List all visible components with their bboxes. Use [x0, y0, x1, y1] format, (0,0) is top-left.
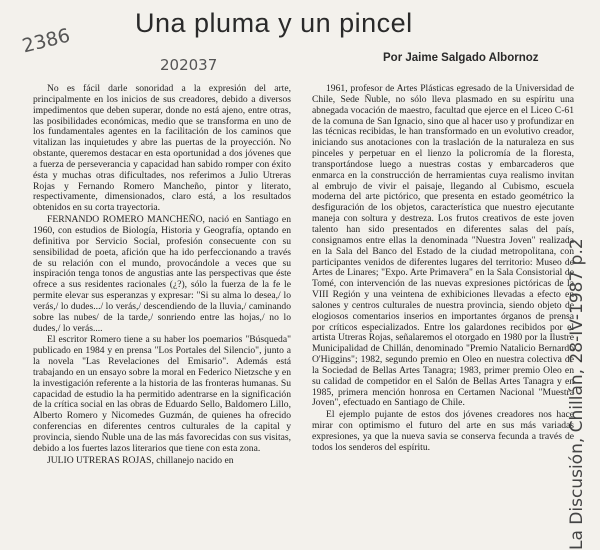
paragraph: El escritor Romero tiene a su haber los poemarios "Búsqueda" publicado en 1984 y en prensa "Los Portales del Silencio", junto a la novela "Las Revelaciones del Emisario". Además está trabajando en un ensayo sobre la moral en Federico Nietzsche y en la investigación referente a la historia de las fronteras humanas. Su capacidad de estudio la ha permitido adentrarse en la significación de la crítica social en las obras de Eduardo Sello, Baldomero Lillo, Alberto Romero y Nicomedes Guzmán, de quienes ha ofrecido conferencias en diferentes centros culturales de la capital y provincia, siendo Ñuble una de las más favorecidas con sus visitas, debido a los fuertes lazos literarios que tiene con esta zona.: [33, 334, 291, 454]
paragraph: JULIO UTRERAS ROJAS, chillanejo nacido en: [47, 454, 234, 466]
paragraph: FERNANDO ROMERO MANCHEÑO, nació en Santiago en 1960, con estudios de Biología, Historia y Geografía, optando en definitiva por Servicio Social, profesión consecuente con su sensibilidad de poeta, afición que ha ido perfeccionando a través de su relación con el mundo, provocándole a veces que su inspiración tenga tonos de angustias ante las perspectivas que éste ofrece a sus residentes racionales (¿?), sólo la fuerza de la fe le permite elevar sus esperanzas y expresar: "Si su alma lo desea,/ lo verás,/ lo dudes.../ lo verás,/ descendiendo de la lluvia,/ caminando sobre las nubes/ de la tarde,/ sonriendo entre las hojas,/ no lo dudes,/ lo verás....: [33, 214, 291, 334]
handwritten-catalog-number: 202037: [160, 56, 218, 74]
article-title: Una pluma y un pincel: [135, 8, 413, 38]
paragraph: El ejemplo pujante de estos dos jóvenes creadores nos hace mirar con optimismo el futuro del arte en sus más variadas expresiones, ya que la nueva savia se conserva fecunda a través de todos los senderos del espíritu.: [312, 409, 574, 453]
handwritten-source-note: La Discusión, Chillán, 28-IV-1987 p.2: [567, 238, 587, 550]
article-column-right: [312, 84, 574, 454]
article-column-left: [33, 84, 291, 467]
article-byline: Por Jaime Salgado Albornoz: [383, 52, 539, 64]
handwritten-number: 2386: [20, 24, 73, 58]
paragraph: No es fácil darle sonoridad a la expresión del arte, principalmente en los inicios de sus creadores, debido a diversos impedimentos que deben superar, donde no está ajeno, entre otras, las posibilidades económicas, medio que se transforma en uno de los fundamentales agentes en la facilitación de los caminos que vitalizan las inquietudes y abre las puertas de la proyección. No obstante, queremos destacar en esta oportunidad a dos jóvenes que a fuerza de perseverancia y capacidad han sabido romper con éxito ésta y muchas otras dificultades, nos referimos a Julio Utreras Rojas y Fernando Romero Mancheño, pintor y literato, respectivamente, dimensionados, claro está, a los resultados obtenidos en su corta trayectoria.: [33, 83, 291, 214]
paragraph: 1961, profesor de Artes Plásticas egresado de la Universidad de Chile, Sede Ñuble, no sólo lleva plasmado en su espíritu una abnegada vocación de maestro, facultad que ejerce en el Liceo C-61 de la comuna de San Ignacio, sino que al hacer uso y profundizar en las técnicas recibidas, le han transformado en un evolutivo creador, iniciando sus anotaciones con la traslación de la naturaleza en sus pinceles y perpetuar en el lienzo la policromía de la floresta, transportándose luego a nuestras costas y embarcaderos que enmarca en la construcción de herramientas cuya realismo invitan al embrujo de vivir el paisaje, llegando al Cubismo, escuela moderna del arte pictórico, que presenta en estado geométrico la desfiguración de los objetos, característica que nuestro ejecutante maneja con soltura y destreza. Los frutos creativos de este joven talento han sido presentados en diferentes salas del país, consignamos entre ellas la denominada "Nuestra Joven" realizada en la Sala del Banco del Estado de la ciudad metropolitana, con participantes venidos de diferentes lugares del territorio: Museo de Artes de Linares; "Expo. Arte Primavera" en la Sala Consistorial de Tomé, con intervención de las nuevas expresiones pictóricas de la VIII Región y una veintena de exhibiciones llevadas a efecto en salones y centros culturales de nuestra provincia, siendo objeto de elogiosos comentarios inserios en importantes órganos de prensa por críticos especializados. Entre los galardones recibidos por el artista Utreras Rojas, señalaremos el otorgado en 1980 por la Ilustre Municipalidad de Chillán, denominado "Premio Natalicio Bernardo O'Higgins"; 1982, segundo premio en Oleo en nuestra colectiva de la Sociedad de Bellas Artes Tanagra; 1983, primer premio Oleo en su calidad de competidor en el Salón de Bellas Artes Tanagra y en 1985, primera mención honrosa en Certamen Nacional "Muestra Joven", efectuado en Santiago de Chile.: [312, 83, 574, 409]
